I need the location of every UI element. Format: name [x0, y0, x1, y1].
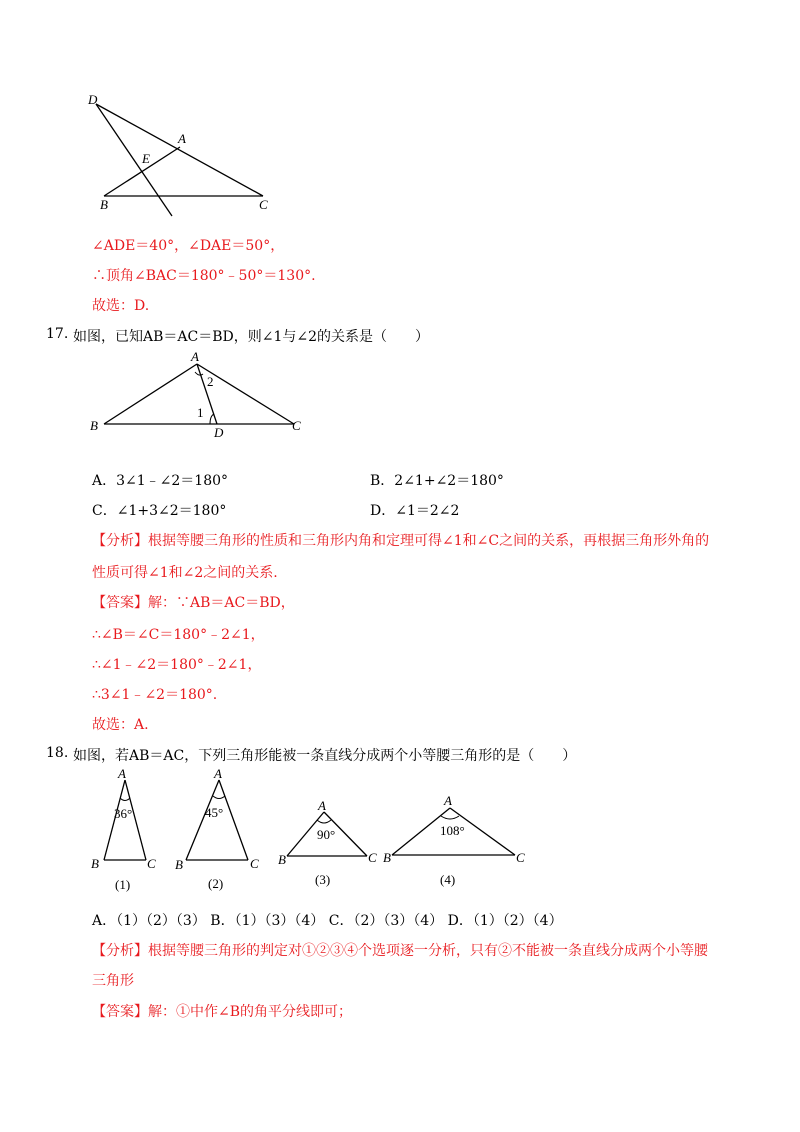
q17-answer-line5: 故选：A.	[92, 717, 149, 733]
fig18-1-angle: 36°	[114, 806, 133, 821]
analysis-tag: 【分析】	[92, 943, 148, 959]
analysis-tag: 【分析】	[92, 533, 148, 549]
fig18-3-label-b: B	[278, 852, 286, 867]
fig16-label-e: E	[142, 151, 150, 166]
fig18-2-label-c: C	[250, 856, 259, 871]
fig18-3-label-c: C	[368, 850, 377, 865]
fig18-1-caption: (1)	[115, 877, 131, 892]
fig18-2-caption: (2)	[208, 876, 224, 891]
fig17-label-c: C	[292, 418, 301, 433]
fig18-2-label-b: B	[175, 857, 183, 872]
q18-number: 18.	[46, 745, 69, 761]
fig18-4-caption: (4)	[440, 872, 456, 887]
fig16-label-c: C	[259, 197, 268, 212]
fig16-label-b: B	[100, 197, 108, 212]
fig18-2-angle: 45°	[205, 805, 224, 820]
fig18-4-label-b: B	[383, 850, 391, 865]
sol16-line3: 故选：D.	[92, 298, 150, 314]
q17-answer-line3: ∴∠1﹣∠2＝180°﹣2∠1，	[92, 657, 262, 673]
fig18-1-label-b: B	[91, 856, 99, 871]
q17-number: 17.	[46, 326, 69, 342]
fig17-label-d: D	[214, 425, 224, 440]
fig17-label-b: B	[90, 418, 98, 433]
q17-option-b: B．2∠1+∠2＝180°	[370, 473, 504, 489]
q18-analysis-line2: 三角形	[92, 973, 134, 989]
q18-analysis-line1: 【分析】根据等腰三角形的判定对①②③④个选项逐一分析，只有②不能被一条直线分成两个小等腰	[92, 943, 708, 959]
fig18-1-label-a: A	[118, 766, 126, 781]
q17-answer-line1: 【答案】解：∵AB＝AC＝BD，	[92, 595, 295, 611]
sol16-line1: ∠ADE＝40°，∠DAE＝50°，	[92, 238, 285, 254]
q17-option-c: C．∠1+3∠2＝180°	[92, 503, 227, 519]
fig17-angle-2: 2	[207, 374, 214, 389]
q17-analysis-line1: 【分析】根据等腰三角形的性质和三角形内角和定理可得∠1和∠C之间的关系，再根据三角形外角的	[92, 533, 710, 549]
fig18-4-angle: 108°	[440, 823, 465, 838]
fig18-4-label-c: C	[516, 850, 525, 865]
q17-answer-line4: ∴3∠1﹣∠2＝180°.	[92, 687, 218, 703]
fig18-3-caption: (3)	[315, 872, 331, 887]
fig18-1-label-c: C	[147, 856, 156, 871]
q17-analysis-line2: 性质可得∠1和∠2之间的关系.	[92, 565, 278, 581]
q18-stem: 如图，若AB＝AC，下列三角形能被一条直线分成两个小等腰三角形的是（ ）	[73, 748, 577, 764]
q17-answer-line2: ∴∠B＝∠C＝180°﹣2∠1，	[92, 627, 265, 643]
fig16-label-d: D	[88, 92, 98, 107]
q17-stem: 如图，已知AB＝AC＝BD，则∠1与∠2的关系是（ ）	[73, 329, 430, 345]
fig18-4-label-a: A	[444, 793, 452, 808]
q17-option-a: A．3∠1﹣∠2＝180°	[92, 473, 229, 489]
fig18-3-label-a: A	[318, 798, 326, 813]
fig17-label-a: A	[191, 349, 199, 364]
fig17-angle-1: 1	[197, 405, 204, 420]
q18-options: A．（1）（2）（3） B．（1）（3）（4） C．（2）（3）（4） D．（1）（2）（4）	[92, 913, 563, 929]
fig18-2-label-a: A	[214, 766, 222, 781]
answer-tag: 【答案】	[92, 1004, 148, 1020]
fig18-3-angle: 90°	[317, 827, 336, 842]
q17-option-d: D．∠1＝2∠2	[370, 503, 460, 519]
sol16-line2: ∴顶角∠BAC＝180°﹣50°＝130°.	[92, 268, 316, 284]
q18-answer-line1: 【答案】解：①中作∠B的角平分线即可；	[92, 1004, 353, 1020]
fig16-label-a: A	[178, 131, 186, 146]
answer-tag: 【答案】	[92, 595, 148, 611]
